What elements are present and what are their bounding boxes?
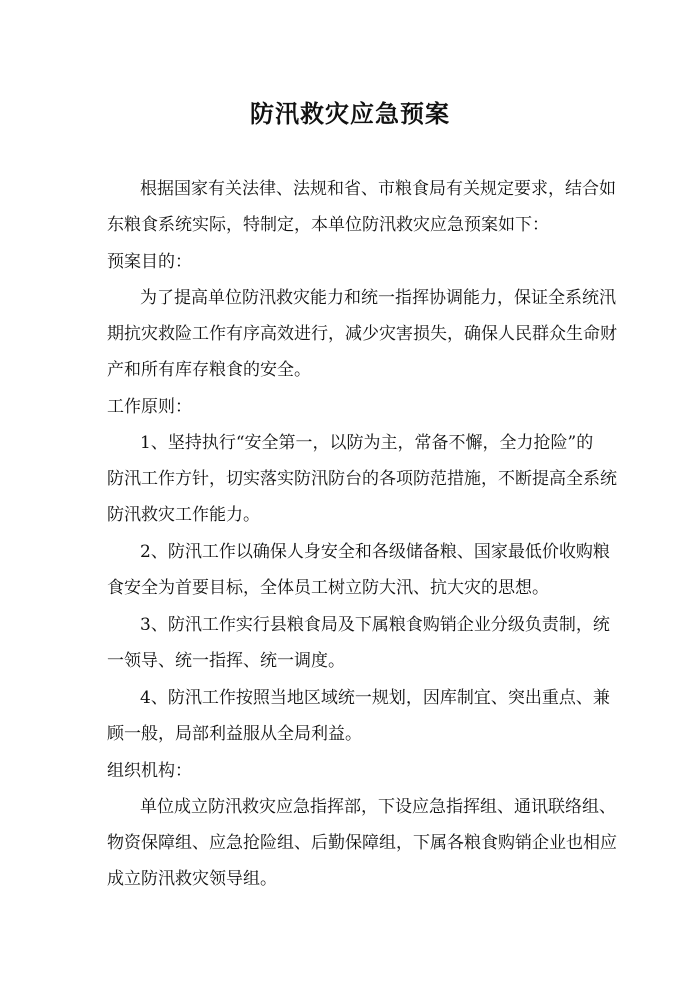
organization-line-2: 物资保障组、应急抢险组、后勤保障组，下属各粮食购销企业也相应 — [107, 833, 617, 853]
organization-heading: 组织机构： — [107, 761, 192, 781]
principle-4-line-2: 顾一般，局部利益服从全局利益。 — [107, 724, 362, 744]
principle-2-line-2: 食安全为首要目标，全体员工树立防大汛、抗大灾的思想。 — [107, 578, 549, 598]
principle-3-line-1: 3、防汛工作实行县粮食局及下属粮食购销企业分级负责制，统 — [140, 615, 610, 635]
principles-heading: 工作原则： — [107, 397, 192, 417]
principle-1-line-3: 防汛救灾工作能力。 — [107, 505, 260, 525]
principle-1-line-1: 1、坚持执行“安全第一，以防为主，常备不懈，全力抢险”的 — [140, 433, 594, 453]
intro-line-2: 东粮食系统实际，特制定，本单位防汛救灾应急预案如下： — [107, 215, 549, 235]
principle-2-line-1: 2、防汛工作以确保人身安全和各级储备粮、国家最低价收购粮 — [140, 542, 610, 562]
document-title: 防汛救灾应急预案 — [250, 99, 450, 128]
purpose-line-3: 产和所有库存粮食的安全。 — [107, 360, 311, 380]
principle-4-line-1: 4、防汛工作按照当地区域统一规划，因库制宜、突出重点、兼 — [140, 688, 610, 708]
principle-1-line-2: 防汛工作方针，切实落实防汛防台的各项防范措施，不断提高全系统 — [107, 469, 617, 489]
purpose-heading: 预案目的： — [107, 252, 192, 272]
principle-3-line-2: 一领导、统一指挥、统一调度。 — [107, 651, 345, 671]
intro-line-1: 根据国家有关法律、法规和省、市粮食局有关规定要求，结合如 — [140, 179, 616, 199]
purpose-line-1: 为了提高单位防汛救灾能力和统一指挥协调能力，保证全系统汛 — [140, 288, 616, 308]
organization-line-3: 成立防汛救灾领导组。 — [107, 869, 277, 889]
purpose-line-2: 期抗灾救险工作有序高效进行，减少灾害损失，确保人民群众生命财 — [107, 324, 617, 344]
organization-line-1: 单位成立防汛救灾应急指挥部，下设应急指挥组、通讯联络组、 — [140, 797, 616, 817]
